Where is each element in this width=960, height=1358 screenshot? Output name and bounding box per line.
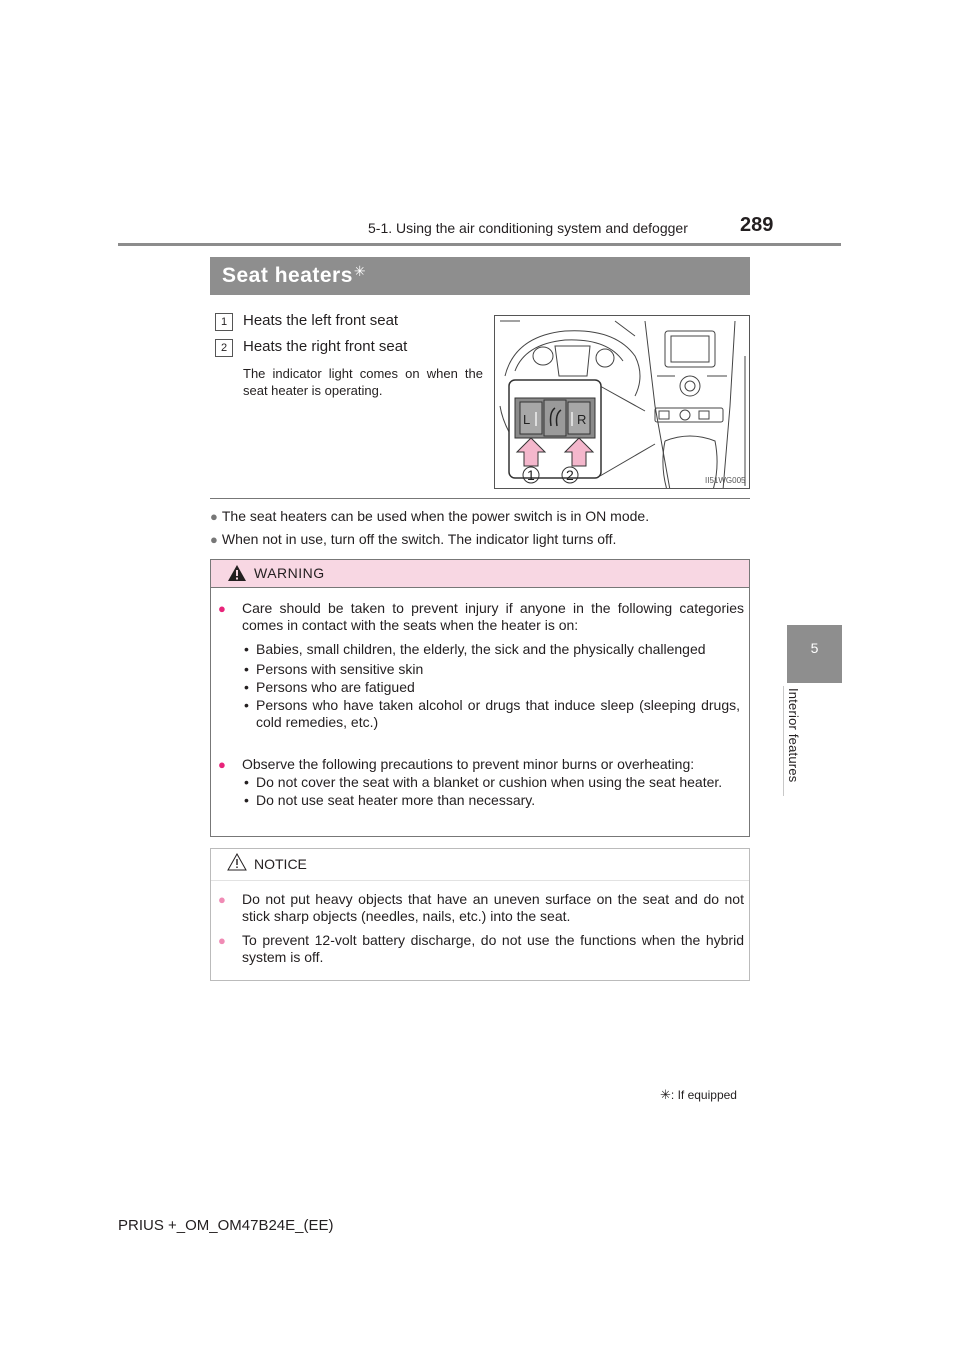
item-number-1: 1 — [215, 313, 233, 331]
if-equipped-mark: ✳ — [353, 263, 366, 279]
dashboard-drawing — [495, 316, 750, 489]
warning-sub-item: • Babies, small children, the elderly, the sick and the physically challenged — [244, 641, 706, 657]
bullet-icon: ● — [210, 532, 218, 547]
warning-sub-item: • Do not use seat heater more than necessary. — [244, 792, 536, 808]
warning-sub-item: • Do not cover the seat with a blanket or cushion when using the seat heater. — [244, 774, 723, 790]
indicator-note: The indicator light comes on when the seat heater is operating. — [243, 366, 483, 398]
warning-sub-item: • Persons who are fatigued — [244, 679, 415, 695]
warning-sublist-2 — [244, 774, 740, 809]
switch-left-label: L — [523, 412, 531, 427]
notice-item-1: ● Do not put heavy objects that have an uneven surface on the seat and do not stick sharp objects (needles, nails, etc.) into the seat. — [218, 891, 744, 924]
warning-sub-item: • Persons who have taken alcohol or drugs that induce sleep (sleeping drugs, cold remedies, etc.) — [244, 697, 740, 730]
notice-item-2: ● To prevent 12-volt battery discharge, do not use the functions when the hybrid system is off. — [218, 932, 744, 965]
section-title: Seat heaters — [222, 264, 353, 287]
warning-item-2 — [218, 756, 744, 773]
chapter-tab-line — [783, 686, 784, 796]
bullet-icon: ● — [210, 509, 218, 524]
warning-sublist-1 — [244, 641, 740, 731]
bullet-item-2 — [210, 531, 616, 547]
notice-triangle-icon — [227, 853, 247, 871]
notice-bullet-icon: ● — [218, 933, 226, 948]
chapter-label: Interior features — [786, 688, 801, 783]
footnote-mark: ✳ — [660, 1087, 671, 1102]
warning-bullet-icon: ● — [218, 601, 226, 616]
figure-code: II51WG005 — [705, 476, 746, 485]
separator-rule — [210, 498, 750, 499]
item-text-2: Heats the right front seat — [243, 338, 408, 355]
chapter-number: 5 — [810, 640, 819, 656]
warning-item-1-text: Care should be taken to prevent injury if anyone in the following categories comes in contact with the seats when the heater is on: — [242, 600, 744, 633]
bullet-item-1 — [210, 508, 649, 524]
warning-sub-item: • Persons with sensitive skin — [244, 661, 424, 677]
footnote — [660, 1087, 737, 1103]
seat-heater-illustration — [494, 315, 750, 489]
notice-separator — [211, 880, 749, 881]
notice-bullet-icon: ● — [218, 892, 226, 907]
section-title-bar — [210, 257, 750, 295]
header-rule — [118, 243, 841, 246]
warning-item-2-text: Observe the following precautions to prevent minor burns or overheating: — [242, 756, 695, 772]
warning-title: WARNING — [254, 565, 325, 581]
bullet-text-2: When not in use, turn off the switch. The indicator light turns off. — [221, 531, 617, 547]
warning-triangle-icon — [227, 564, 247, 582]
page-number: 289 — [740, 214, 774, 236]
item-text-1: Heats the left front seat — [243, 312, 399, 329]
warning-bullet-icon: ● — [218, 757, 226, 772]
switch-right-label: R — [577, 412, 587, 427]
document-footer: PRIUS +_OM_OM47B24E_(EE) — [118, 1217, 334, 1234]
callout-1: 1 — [527, 467, 535, 483]
bullet-text-1: The seat heaters can be used when the power switch is in ON mode. — [221, 508, 650, 524]
callout-2: 2 — [566, 467, 574, 483]
footnote-text: : If equipped — [670, 1088, 737, 1102]
warning-item-1 — [218, 600, 744, 634]
item-number-2: 2 — [215, 339, 233, 357]
running-header: 5-1. Using the air conditioning system and defogger — [368, 220, 688, 236]
notice-title: NOTICE — [254, 856, 307, 872]
